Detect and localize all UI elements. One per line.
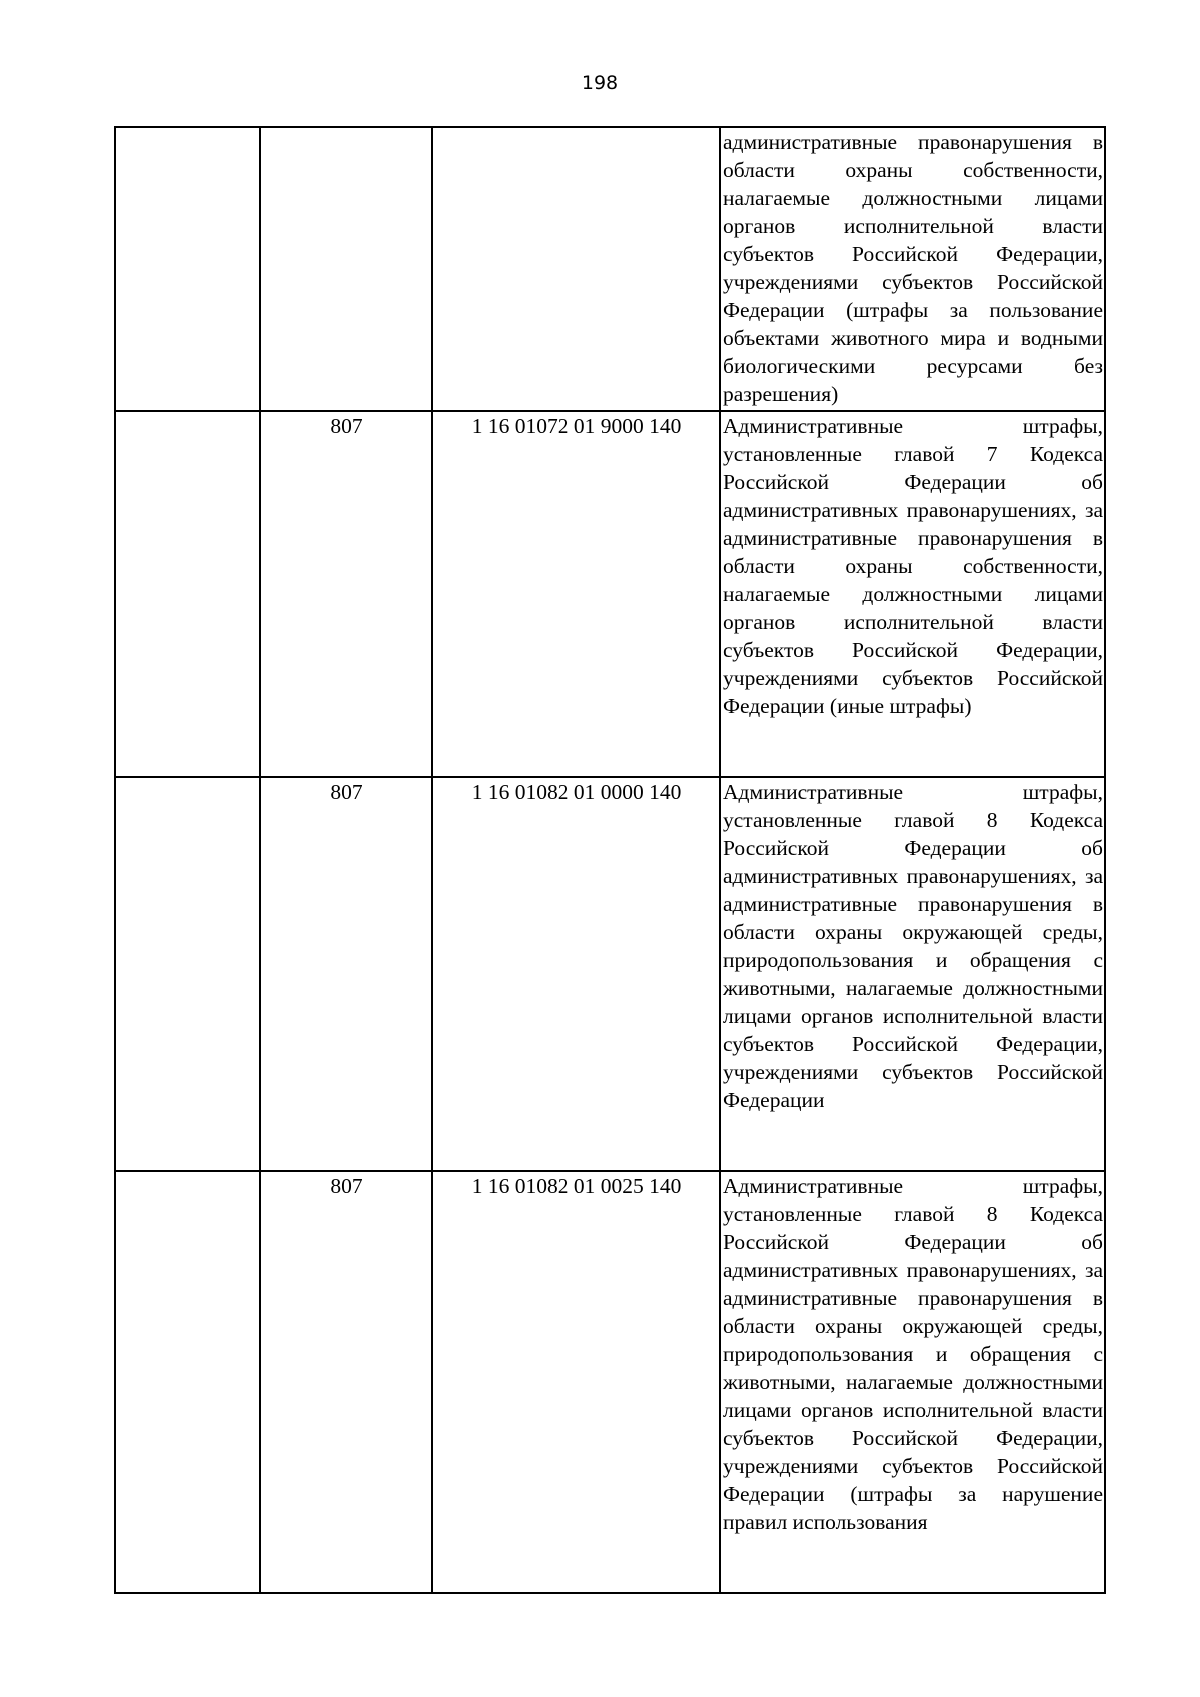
table-row xyxy=(115,777,1105,1171)
table-cell-admin-code: 807 xyxy=(260,1171,432,1593)
table-cell-blank xyxy=(115,411,260,777)
table-cell-income-code: 1 16 01082 01 0000 140 xyxy=(432,777,720,1171)
table-cell-admin-code: 807 xyxy=(260,777,432,1171)
table-cell-blank xyxy=(115,1171,260,1593)
table-cell-description: Административные штрафы, установленные главой 8 Кодекса Российской Федерации об административных правонарушениях, за административные правонарушения в области охраны окружающей среды, природопользования и обращения с животными, налагаемые должностными лицами органов исполнительной власти субъектов Российской Федерации, учреждениями субъектов Российской Федерации (штрафы за нарушение правил использования xyxy=(720,1171,1105,1593)
budget-classification-table xyxy=(114,126,1106,1594)
table-cell-description: административные правонарушения в области охраны собственности, налагаемые должностными лицами органов исполнительной власти субъектов Российской Федерации, учреждениями субъектов Российской Федерации (штрафы за пользование объектами животного мира и водными биологическими ресурсами без разрешения) xyxy=(720,127,1105,411)
table-cell-income-code xyxy=(432,127,720,411)
table-cell-blank xyxy=(115,127,260,411)
table-row xyxy=(115,411,1105,777)
table-cell-admin-code xyxy=(260,127,432,411)
table-cell-description: Административные штрафы, установленные главой 7 Кодекса Российской Федерации об административных правонарушениях, за административные правонарушения в области охраны собственности, налагаемые должностными лицами органов исполнительной власти субъектов Российской Федерации, учреждениями субъектов Российской Федерации (иные штрафы) xyxy=(720,411,1105,777)
table-row xyxy=(115,1171,1105,1593)
table-row xyxy=(115,127,1105,411)
table-cell-description: Административные штрафы, установленные главой 8 Кодекса Российской Федерации об административных правонарушениях, за административные правонарушения в области охраны окружающей среды, природопользования и обращения с животными, налагаемые должностными лицами органов исполнительной власти субъектов Российской Федерации, учреждениями субъектов Российской Федерации xyxy=(720,777,1105,1171)
table-cell-income-code: 1 16 01082 01 0025 140 xyxy=(432,1171,720,1593)
table-cell-blank xyxy=(115,777,260,1171)
table-cell-income-code: 1 16 01072 01 9000 140 xyxy=(432,411,720,777)
table-cell-admin-code: 807 xyxy=(260,411,432,777)
page-number: 198 xyxy=(581,72,619,94)
